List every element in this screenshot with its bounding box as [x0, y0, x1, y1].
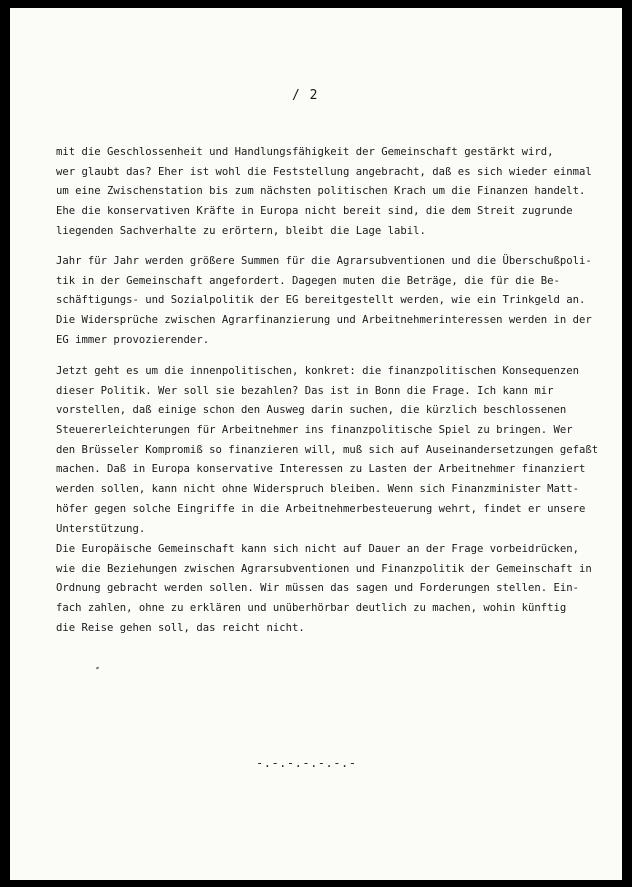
text-line: dieser Politik. Wer soll sie bezahlen? Das ist in Bonn die Frage. Ich kann mir	[56, 384, 554, 397]
text-line: fach zahlen, ohne zu erklären und unüberhörbar deutlich zu machen, wohin künftig	[56, 602, 567, 615]
text-line: um eine Zwischenstation bis zum nächsten politischen Krach um die Finanzen handelt.	[56, 185, 586, 198]
text-line: Die Widersprüche zwischen Agrarfinanzierung und Arbeitnehmerinteressen werden in der	[56, 314, 592, 327]
text-line: Jetzt geht es um die innenpolitischen, konkret: die finanzpolitischen Konsequenzen	[56, 365, 579, 377]
text-line: wie die Beziehungen zwischen Agrarsubventionen und Finanzpolitik der Gemeinschaft in	[56, 562, 592, 575]
document-page	[10, 8, 622, 880]
scan-speck	[96, 666, 100, 669]
text-line: Jahr für Jahr werden größere Summen für die Agrarsubventionen und die Überschußpoli-	[56, 255, 592, 267]
page-number: / 2	[292, 88, 319, 103]
text-line: den Brüsseler Kompromiß so finanzieren will, muß sich auf Auseinandersetzungen gefaßt	[56, 443, 599, 456]
text-line: werden sollen, kann nicht ohne Widerspruch bleiben. Wenn sich Finanzminister Matt-	[56, 483, 579, 496]
text-line: Ordnung gebracht werden sollen. Wir müssen das sagen und Forderungen stellen. Ein-	[56, 582, 579, 595]
text-line: schäftigungs- und Sozialpolitik der EG bereitgestellt werden, wie ein Trinkgeld an.	[56, 294, 586, 307]
text-line: die Reise gehen soll, das reicht nicht.	[56, 621, 305, 634]
paragraph-1	[56, 143, 616, 241]
text-line: vorstellen, daß einige schon den Ausweg darin suchen, die kürzlich beschlossenen	[56, 404, 567, 417]
text-line: höfer gegen solche Eingriffe in die Arbeitnehmerbesteuerung wehrt, findet er unsere	[56, 502, 586, 515]
paragraph-4	[56, 540, 616, 638]
text-line: EG immer provozierender.	[56, 333, 210, 346]
end-mark: -.-.-.-.-.-.-	[256, 756, 357, 770]
text-line: Steuererleichterungen für Arbeitnehmer ins finanzpolitische Spiel zu bringen. Wer	[56, 424, 573, 437]
text-line: wer glaubt das? Eher ist wohl die Feststellung angebracht, daß es sich wieder einmal	[56, 165, 592, 178]
text-line: mit die Geschlossenheit und Handlungsfähigkeit der Gemeinschaft gestärkt wird,	[56, 146, 554, 158]
text-line: tik in der Gemeinschaft angefordert. Dagegen muten die Beträge, die für die Be-	[56, 274, 560, 287]
text-line: Die Europäische Gemeinschaft kann sich nicht auf Dauer an der Frage vorbeidrücken,	[56, 543, 579, 555]
text-line: machen. Daß in Europa konservative Interessen zu Lasten der Arbeitnehmer finanziert	[56, 463, 586, 476]
text-line: liegenden Sachverhalte zu erörtern, bleibt die Lage labil.	[56, 224, 426, 237]
text-line: Unterstützung.	[56, 522, 146, 535]
text-line: Ehe die konservativen Kräfte in Europa nicht bereit sind, die dem Streit zugrunde	[56, 205, 573, 218]
paragraph-2	[56, 252, 616, 350]
paragraph-3	[56, 362, 616, 539]
